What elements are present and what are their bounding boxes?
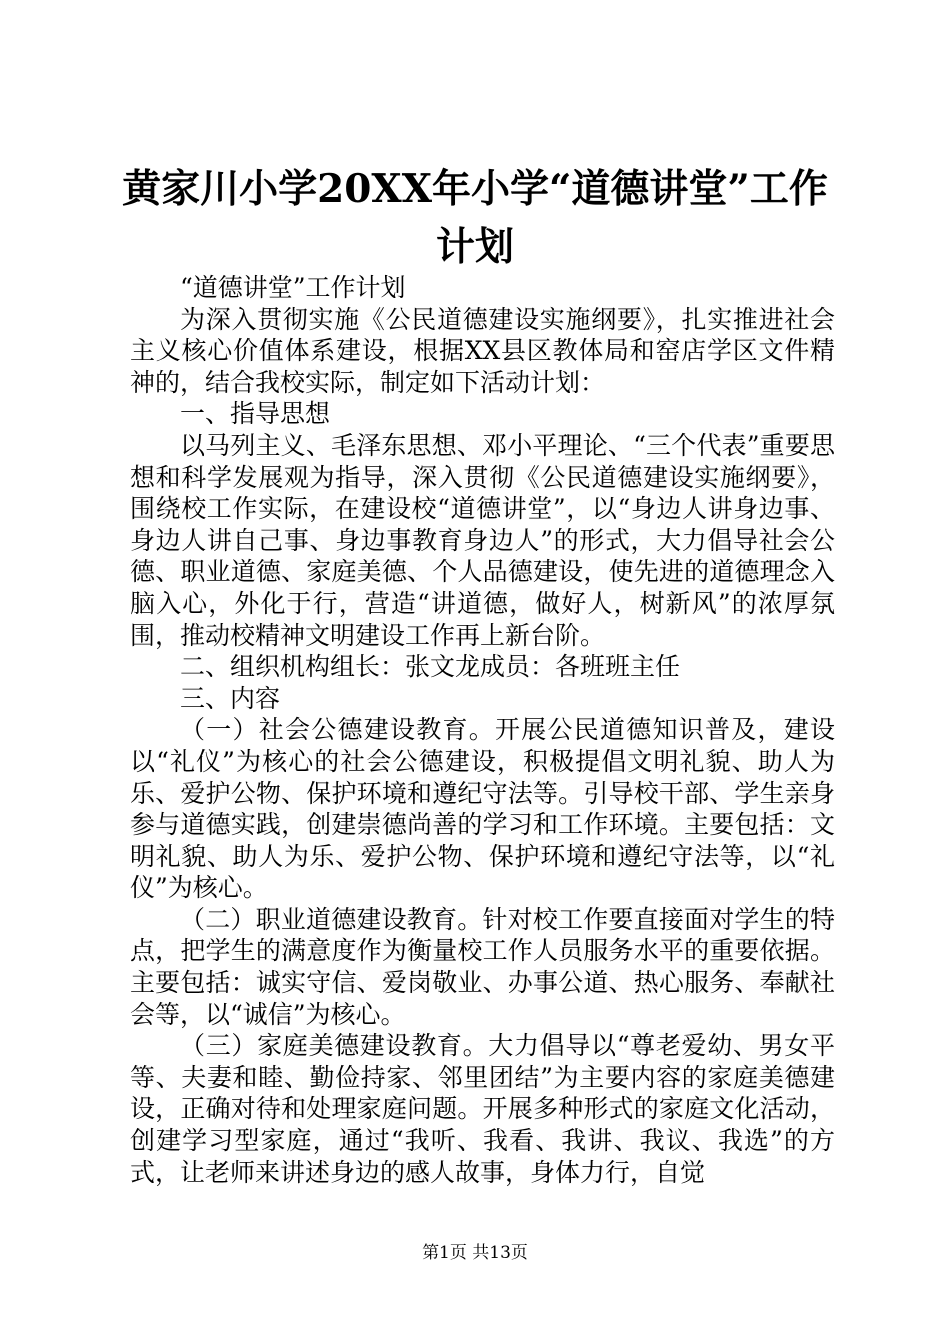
paragraph: （三）家庭美德建设教育。大力倡导以“尊老爱幼、男女平等、夫妻和睦、勤俭持家、邻里团结”为主要内容的家庭美德建设，正确对待和处理家庭问题。开展多种形式的家庭文化活动，创建学习型家庭，通过“我听、我看、我讲、我议、我选”的方式，让老师来讲述身边的感人故事，身体力行，自觉 — [130, 1031, 835, 1187]
paragraph: 为深入贯彻实施《公民道德建设实施纲要》，扎实推进社会主义核心价值体系建设，根据XX县区教体局和窑店学区文件精神的，结合我校实际，制定如下活动计划： — [130, 304, 835, 397]
section-heading: 二、组织机构组长：张文龙成员：各班班主任 — [180, 652, 681, 682]
paragraph: （一）社会公德建设教育。开展公民道德知识普及，建设以“礼仪”为核心的社会公德建设，积极提倡文明礼貌、助人为乐、爱护公物、保护环境和遵纪守法等。引导校干部、学生亲身参与道德实践，创建崇德尚善的学习和工作环境。主要包括：文明礼貌、助人为乐、爱护公物、保护环境和遵纪守法等，以“礼仪”为核心。 — [130, 715, 835, 903]
section-heading: 三、内容 — [180, 683, 281, 713]
section-heading: 一、指导思想 — [180, 399, 331, 429]
paragraph: （二）职业道德建设教育。针对校工作要直接面对学生的特点，把学生的满意度作为衡量校工作人员服务水平的重要依据。主要包括：诚实守信、爱岗敬业、办事公道、热心服务、奉献社会等，以“诚信”为核心。 — [130, 904, 835, 1029]
paragraph: 以马列主义、毛泽东思想、邓小平理论、“三个代表”重要思想和科学发展观为指导，深入贯彻《公民道德建设实施纲要》，围绕校工作实际，在建设校“道德讲堂”，以“身边人讲身边事、身边人讲自己事、身边事教育身边人”的形式，大力倡导社会公德、职业道德、家庭美德、个人品德建设，使先进的道德理念入脑入心，外化于行，营造“讲道德，做好人，树新风”的浓厚氛围，推动校精神文明建设工作再上新台阶。 — [130, 430, 835, 650]
document-body — [130, 272, 835, 1188]
page-number-footer: 第1页 共13页 — [422, 1243, 528, 1263]
document-title: 黄家川小学20XX年小学“道德讲堂”工作计划 — [122, 166, 828, 270]
paragraph: “道德讲堂”工作计划 — [180, 273, 406, 302]
